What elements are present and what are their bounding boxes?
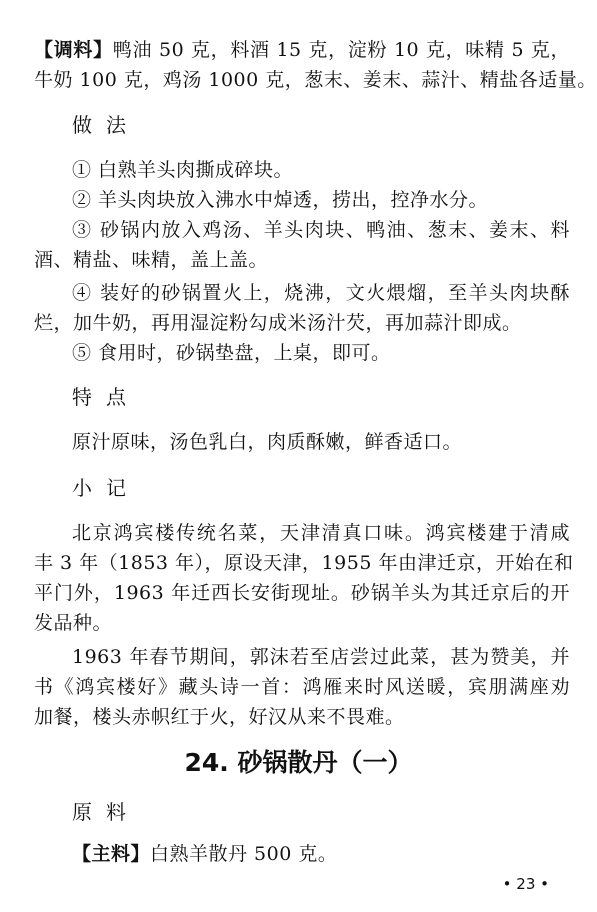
- method-heading: 做法: [72, 113, 140, 137]
- method-step-5: ⑤ 食用时，砂锅垫盘，上桌，即可。: [72, 342, 391, 364]
- notes-heading: 小记: [72, 476, 140, 500]
- features-text: 原汁原味，汤色乳白，肉质酥嫩，鲜香适口。: [72, 431, 463, 453]
- recipe-title: 24. 砂锅散丹（一）: [184, 748, 413, 777]
- seasoning-text-1: 鸭油 50 克，料酒 15 克，淀粉 10 克，味精 5 克，: [112, 39, 570, 61]
- notes-line-2: 丰 3 年（1853 年），原设天津，1955 年由津迁京，开始在和: [34, 552, 574, 574]
- method-step-1: ① 白熟羊头肉撕成碎块。: [72, 159, 294, 181]
- page-number: • 23 •: [502, 875, 549, 893]
- notes-line-7: 加餐，楼头赤帜红于火，好汉从来不畏难。: [34, 706, 405, 728]
- main-ingredient-label: 【主料】: [72, 843, 151, 865]
- notes-line-1: 北京鸿宾楼传统名菜，天津清真口味。鸿宾楼建于清咸: [72, 522, 570, 544]
- method-step-3-line-2: 酒、精盐、味精，盖上盖。: [34, 249, 269, 271]
- raw-materials-heading: 原料: [72, 800, 140, 824]
- seasoning-line-1: [34, 38, 570, 62]
- method-step-4-line-1: ④ 装好的砂锅置火上，烧沸，文火煨熘，至羊头肉块酥: [72, 282, 570, 304]
- notes-line-5: 1963 年春节期间，郭沫若至店尝过此菜，甚为赞美，并: [72, 646, 570, 668]
- method-step-3-line-1: ③ 砂锅内放入鸡汤、羊头肉块、鸭油、葱末、姜末、料: [72, 219, 570, 241]
- features-heading: 特点: [72, 385, 140, 409]
- notes-line-6: 书《鸿宾楼好》藏头诗一首：鸿雁来时风送暖，宾朋满座劝: [34, 676, 570, 698]
- method-step-4-line-2: 烂，加牛奶，再用湿淀粉勾成米汤汁芡，再加蒜汁即成。: [34, 312, 522, 334]
- notes-line-3: 平门外，1963 年迁西长安街现址。砂锅羊头为其迁京后的开: [34, 582, 570, 604]
- seasoning-line-2: 牛奶 100 克，鸡汤 1000 克，葱末、姜末、蒜汁、精盐各适量。: [34, 69, 597, 91]
- main-ingredient-line: [72, 842, 337, 866]
- method-step-2: ② 羊头肉块放入沸水中焯透，捞出，控净水分。: [72, 189, 489, 211]
- seasoning-label: 【调料】: [34, 39, 113, 61]
- notes-line-4: 发品种。: [34, 612, 113, 634]
- main-ingredient-text: 白熟羊散丹 500 克。: [150, 843, 338, 865]
